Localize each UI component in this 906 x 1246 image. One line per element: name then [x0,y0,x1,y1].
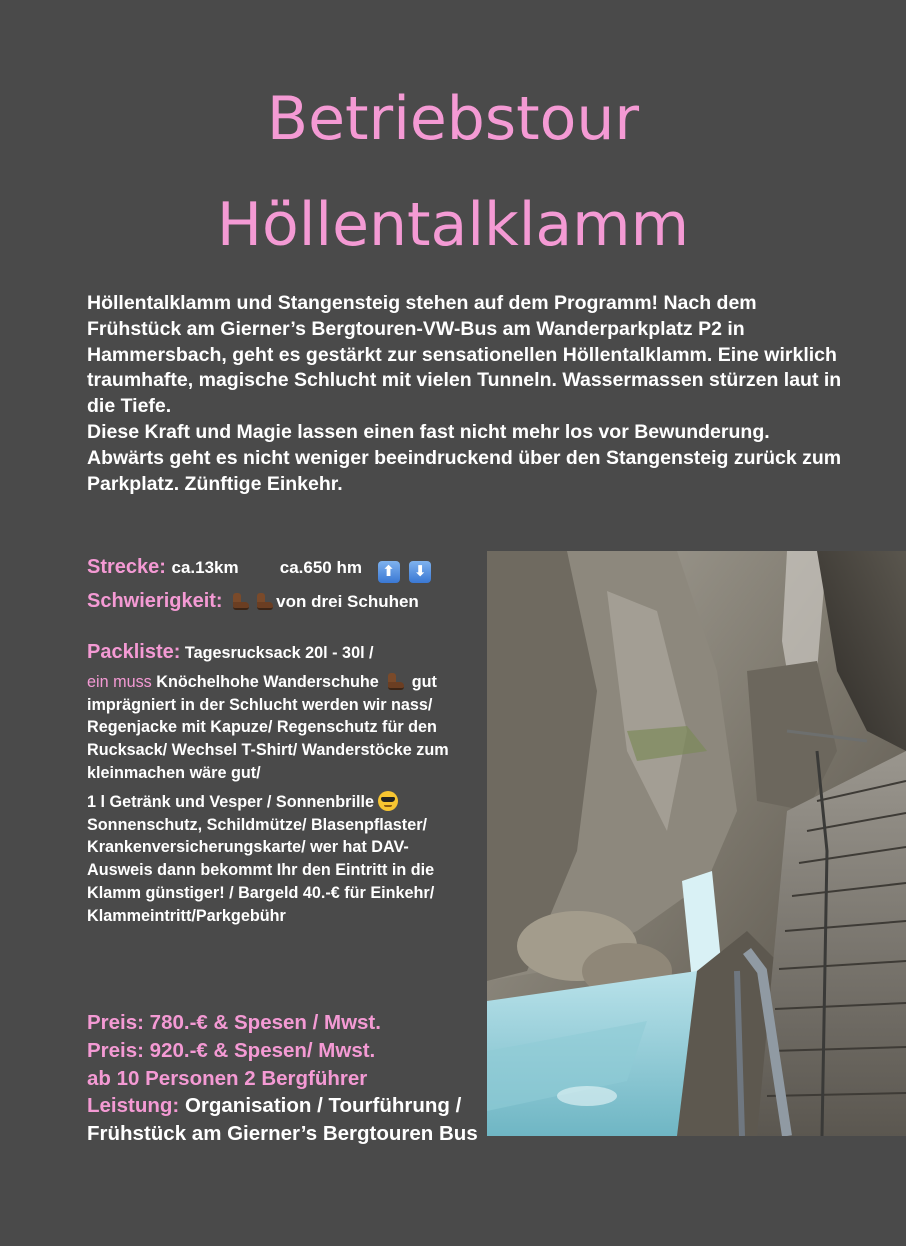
title-line-2: Höllentalklamm [216,190,690,260]
intro-paragraph-2: Diese Kraft und Magie lassen einen fast nicht mehr los vor Bewunderung. [87,420,770,443]
route-label: Strecke: [87,556,166,578]
service-label: Leistung: [87,1094,180,1118]
difficulty-rating [228,590,276,612]
packing-item-boots-rest: gut imprägniert in der Schlucht werden wir nass/ Regenjacke mit Kapuze/ Regenschutz für den Rucksack/ Wechsel T-Shirt/ Wanderstöcke zum kleinmachen wäre gut/ [87,672,449,782]
hiking-boot-icon [254,593,274,609]
title-line-1: Betriebstour [266,84,640,154]
route-elevation: ca.650 hm [279,558,362,577]
route-info [87,556,431,583]
hiking-boot-icon [385,673,405,689]
intro-paragraph-1: Höllentalklamm und Stangensteig stehen auf dem Programm! Nach dem Frühstück am Gierner’s Bergtouren-VW-Bus am Wanderparkplatz P2 in Hammersbach, geht es gestärkt zur sensationellen Höllentalklamm. Eine wirklich traumhafte, magische Schlucht mit vielen Tunneln. Wassermassen stürzen laut in die Tiefe. [87,292,842,418]
price-2: Preis: 920.-€ & Spesen/ Mwst. [87,1038,376,1062]
up-arrow-icon: ⬆ [378,561,400,583]
intro-text [87,291,847,497]
price-1: Preis: 780.-€ & Spesen / Mwst. [87,1011,381,1034]
packing-item-backpack: Tagesrucksack 20l - 30l / [184,644,374,662]
sunglasses-face-icon [378,791,398,811]
packing-list [87,641,472,928]
hiking-boot-icon [230,593,250,609]
route-distance: ca.13km [171,558,239,577]
pricing [87,1009,487,1148]
down-arrow-icon: ⬇ [409,561,431,583]
intro-paragraph-3: Abwärts geht es nicht weniger beeindruckend über den Stangensteig zurück zum Parkplatz. Zünftige Einkehr. [87,446,842,495]
difficulty-label: Schwierigkeit: [87,590,223,612]
packing-item-misc: Sonnenschutz, Schildmütze/ Blasenpflaster/ Krankenversicherungskarte/ wer hat DAV-Ausweis dann bekommt Ihr den Eintritt in die Klamm günstiger! / Bargeld 40.-€ für Einkehr/ Klammeintritt/Parkgebühr [87,815,435,925]
service-text: Organisation / Tourführung / Frühstück am Gierner’s Bergtouren Bus [87,1094,478,1146]
must-have-label: ein muss [87,672,152,691]
difficulty-text: von drei Schuhen [276,592,419,611]
difficulty-info [87,590,419,613]
guides-note: ab 10 Personen 2 Bergführer [87,1066,368,1090]
packing-item-boots: Knöchelhohe Wanderschuhe [156,672,379,691]
packing-list-label: Packliste: [87,641,181,663]
gorge-photo [487,551,906,1136]
packing-item-drink: 1 l Getränk und Vesper / Sonnenbrille [87,792,374,811]
